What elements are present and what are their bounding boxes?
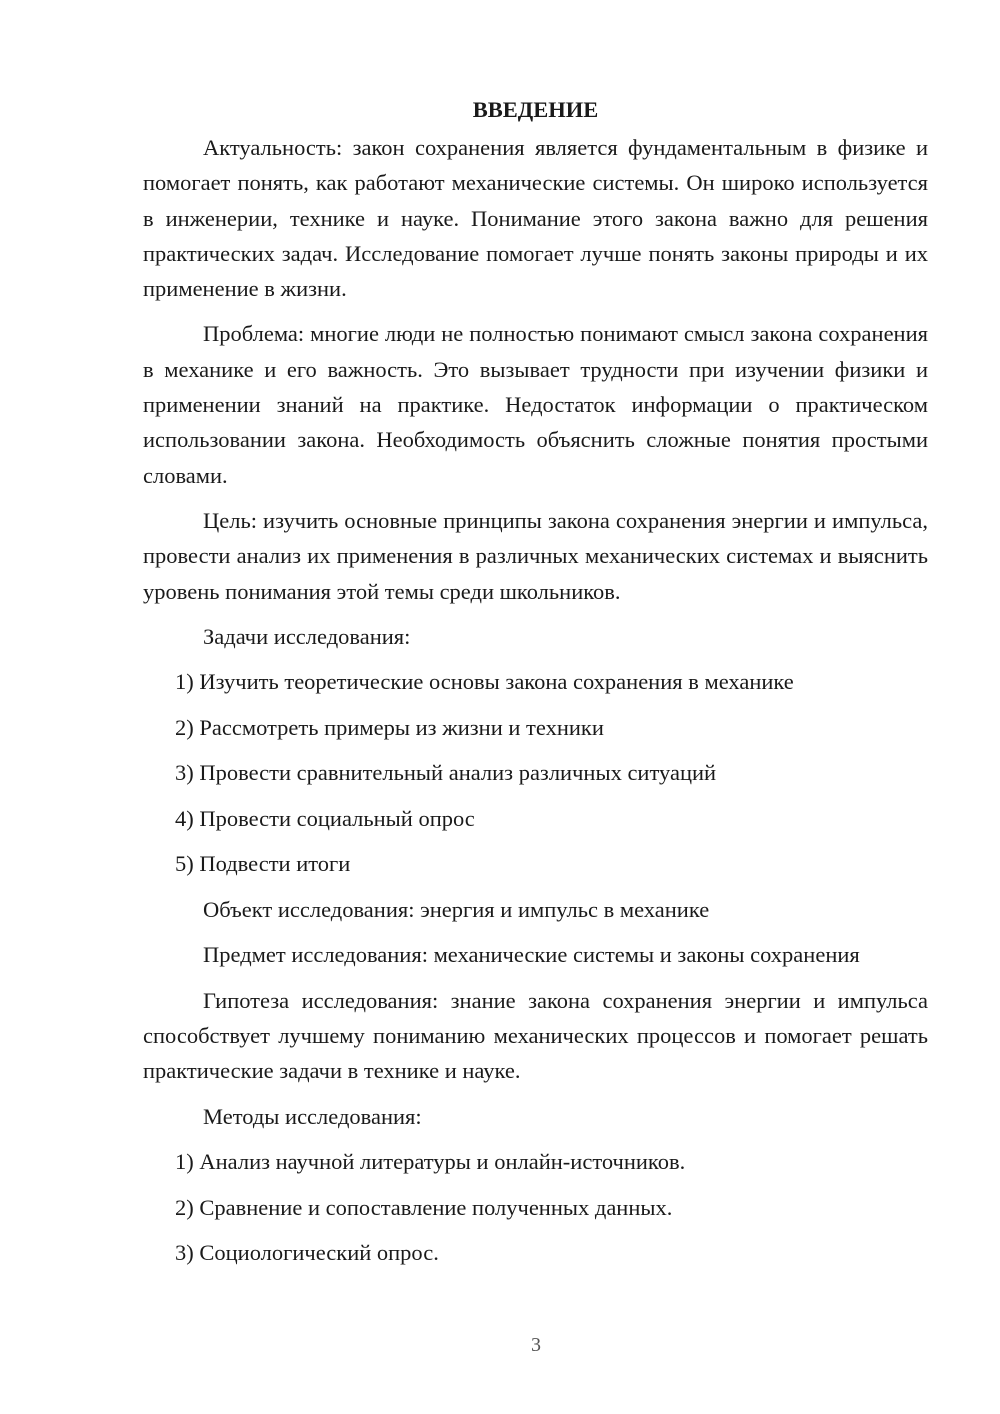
problem-paragraph: Проблема: многие люди не полностью понимают смысл закона сохранения в механике и его важность. Это вызывает трудности при изучении физики и применении знаний на практике. Недостаток информации о практическом использовании закона. Необходимость объяснить сложные понятия простыми словами. <box>143 321 928 488</box>
method-item: 1) Анализ научной литературы и онлайн-источников. <box>175 1149 686 1175</box>
method-item: 2) Сравнение и сопоставление полученных данных. <box>175 1194 673 1220</box>
relevance-paragraph: Актуальность: закон сохранения является фундаментальным в физике и помогает понять, как работают механические системы. Он широко используется в инженерии, технике и науке. Понимание этого закона важно для решения практических задач. Исследование помогает лучше понять законы природы и их применение в жизни. <box>143 135 928 302</box>
task-item: 3) Провести сравнительный анализ различных ситуаций <box>175 760 717 786</box>
document-body <box>143 92 928 1281</box>
methods-heading: Методы исследования: <box>203 1103 422 1129</box>
goal-paragraph: Цель: изучить основные принципы закона сохранения энергии и импульса, провести анализ их применения в различных механических системах и выяснить уровень понимания этой темы среди школьников. <box>143 507 928 604</box>
section-title: ВВЕДЕНИЕ <box>472 97 599 122</box>
task-item: 4) Провести социальный опрос <box>175 805 475 831</box>
research-subject: Предмет исследования: механические системы и законы сохранения <box>203 942 860 968</box>
research-object: Объект исследования: энергия и импульс в механике <box>203 896 710 922</box>
task-item: 2) Рассмотреть примеры из жизни и техники <box>175 714 604 740</box>
hypothesis-paragraph: Гипотеза исследования: знание закона сохранения энергии и импульса способствует лучшему пониманию механических процессов и помогает решать практические задачи в технике и науке. <box>143 987 928 1084</box>
tasks-heading: Задачи исследования: <box>203 623 411 649</box>
method-item: 3) Социологический опрос. <box>175 1240 439 1266</box>
task-item: 1) Изучить теоретические основы закона сохранения в механике <box>175 669 794 695</box>
page-number: 3 <box>531 1334 541 1356</box>
task-item: 5) Подвести итоги <box>175 851 351 877</box>
